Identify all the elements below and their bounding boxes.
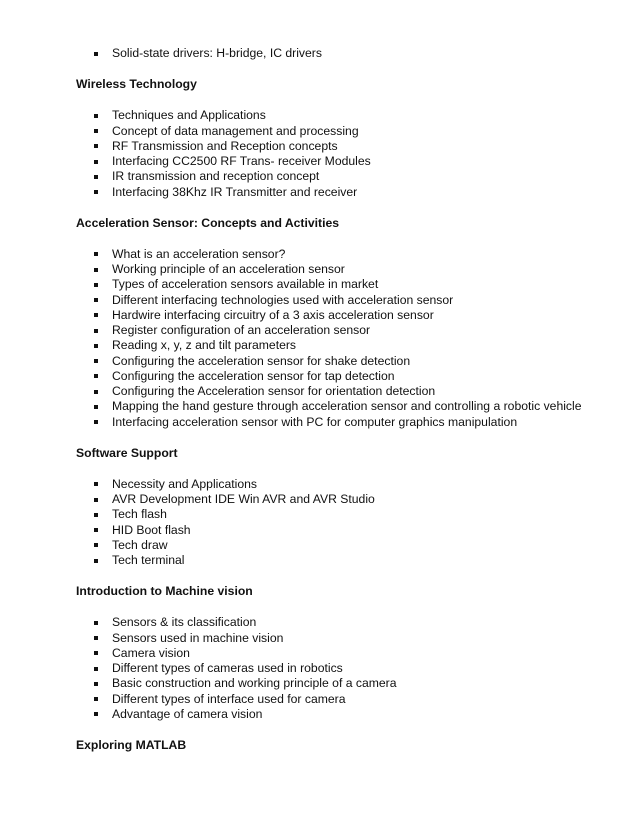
list-item xyxy=(76,185,596,200)
list-item-text: Register configuration of an acceleration sensor xyxy=(112,323,371,337)
section-heading: Software Support xyxy=(76,445,178,460)
list-item-text: Basic construction and working principle of a camera xyxy=(112,676,397,691)
square-bullet-icon xyxy=(94,329,98,333)
list-item-text: Sensors & its classification xyxy=(112,615,257,630)
section-heading: Exploring MATLAB xyxy=(76,738,187,752)
list-item-text: Tech flash xyxy=(112,507,167,522)
list-item xyxy=(76,262,596,277)
list-item xyxy=(76,277,596,292)
list-item-text: RF Transmission and Reception concepts xyxy=(112,138,338,153)
list-item xyxy=(76,108,596,123)
square-bullet-icon xyxy=(94,712,98,716)
square-bullet-icon xyxy=(94,543,98,547)
list-item xyxy=(76,615,596,630)
list-item-text: Sensors used in machine vision xyxy=(112,630,284,645)
list-item-text: HID Boot flash xyxy=(112,522,191,537)
square-bullet-icon xyxy=(94,697,98,701)
list-item xyxy=(76,692,596,707)
section-bullet-list xyxy=(76,615,596,722)
list-item xyxy=(76,523,596,538)
list-item-text: IR transmission and reception concept xyxy=(112,169,320,184)
intro-bullet-list xyxy=(76,46,596,61)
list-item-text: Tech terminal xyxy=(112,553,185,567)
list-item-text: Necessity and Applications xyxy=(112,476,257,491)
list-item xyxy=(76,646,596,661)
square-bullet-icon xyxy=(94,621,98,625)
list-item-text: Interfacing 38Khz IR Transmitter and receiver xyxy=(112,184,358,199)
list-item-text: AVR Development IDE Win AVR and AVR Studio xyxy=(112,492,375,506)
list-item xyxy=(76,676,596,691)
square-bullet-icon xyxy=(94,160,98,164)
square-bullet-icon xyxy=(94,682,98,686)
square-bullet-icon xyxy=(94,252,98,256)
list-item xyxy=(76,293,596,308)
list-item-text: Tech draw xyxy=(112,537,168,552)
square-bullet-icon xyxy=(94,498,98,502)
list-item-text: Solid-state drivers: H-bridge, IC drivers xyxy=(112,46,322,60)
list-item-text: Interfacing CC2500 RF Trans- receiver Modules xyxy=(112,154,371,168)
list-item xyxy=(76,507,596,522)
square-bullet-icon xyxy=(94,190,98,194)
square-bullet-icon xyxy=(94,528,98,532)
square-bullet-icon xyxy=(94,482,98,486)
list-item xyxy=(76,631,596,646)
list-item-text: Reading x, y, z and tilt parameters xyxy=(112,338,297,353)
list-item-text: Different types of interface used for camera xyxy=(112,691,346,706)
section-heading: Introduction to Machine vision xyxy=(76,584,253,599)
list-item xyxy=(76,369,596,384)
section-bullet-list xyxy=(76,247,596,430)
list-item xyxy=(76,707,596,722)
square-bullet-icon xyxy=(94,344,98,348)
square-bullet-icon xyxy=(94,114,98,118)
square-bullet-icon xyxy=(94,359,98,363)
square-bullet-icon xyxy=(94,559,98,563)
list-item xyxy=(76,169,596,184)
square-bullet-icon xyxy=(94,144,98,148)
square-bullet-icon xyxy=(94,651,98,655)
list-item-text: Configuring the Acceleration sensor for orientation detection xyxy=(112,384,436,398)
list-item-text: Mapping the hand gesture through acceleration sensor and controlling a robotic vehicle xyxy=(112,399,582,414)
list-item xyxy=(76,338,596,353)
square-bullet-icon xyxy=(94,52,98,56)
list-item-text: Working principle of an acceleration sensor xyxy=(112,262,345,276)
list-item xyxy=(76,354,596,369)
list-item xyxy=(76,323,596,338)
list-item-text: Techniques and Applications xyxy=(112,108,266,123)
square-bullet-icon xyxy=(94,374,98,378)
square-bullet-icon xyxy=(94,667,98,671)
list-item xyxy=(76,661,596,676)
list-item-text: Hardwire interfacing circuitry of a 3 axis acceleration sensor xyxy=(112,307,434,322)
list-item xyxy=(76,46,596,61)
list-item-text: Types of acceleration sensors available in market xyxy=(112,277,379,292)
list-item xyxy=(76,308,596,323)
list-item xyxy=(76,247,596,262)
document-body xyxy=(76,46,596,753)
list-item-text: Configuring the acceleration sensor for shake detection xyxy=(112,353,411,368)
list-item-text: Different types of cameras used in robotics xyxy=(112,661,343,675)
section-heading: Acceleration Sensor: Concepts and Activities xyxy=(76,215,340,230)
square-bullet-icon xyxy=(94,405,98,409)
list-item xyxy=(76,538,596,553)
square-bullet-icon xyxy=(94,390,98,394)
square-bullet-icon xyxy=(94,420,98,424)
list-item xyxy=(76,139,596,154)
list-item xyxy=(76,124,596,139)
square-bullet-icon xyxy=(94,636,98,640)
square-bullet-icon xyxy=(94,513,98,517)
square-bullet-icon xyxy=(94,313,98,317)
square-bullet-icon xyxy=(94,298,98,302)
list-item-text: Camera vision xyxy=(112,645,190,660)
list-item xyxy=(76,415,596,430)
section-heading: Wireless Technology xyxy=(76,77,197,92)
list-item xyxy=(76,553,596,568)
section-bullet-list xyxy=(76,477,596,569)
list-item-text: Advantage of camera vision xyxy=(112,706,263,721)
section-bullet-list xyxy=(76,108,596,200)
square-bullet-icon xyxy=(94,283,98,287)
list-item xyxy=(76,384,596,399)
list-item xyxy=(76,492,596,507)
square-bullet-icon xyxy=(94,175,98,179)
list-item-text: Configuring the acceleration sensor for tap detection xyxy=(112,368,395,383)
list-item-text: Different interfacing technologies used with acceleration sensor xyxy=(112,292,454,307)
list-item-text: What is an acceleration sensor? xyxy=(112,246,286,261)
list-item xyxy=(76,477,596,492)
square-bullet-icon xyxy=(94,129,98,133)
square-bullet-icon xyxy=(94,268,98,272)
list-item-text: Interfacing acceleration sensor with PC for computer graphics manipulation xyxy=(112,414,518,429)
list-item xyxy=(76,399,596,414)
list-item xyxy=(76,154,596,169)
list-item-text: Concept of data management and processing xyxy=(112,123,359,138)
sections-container xyxy=(76,61,596,753)
